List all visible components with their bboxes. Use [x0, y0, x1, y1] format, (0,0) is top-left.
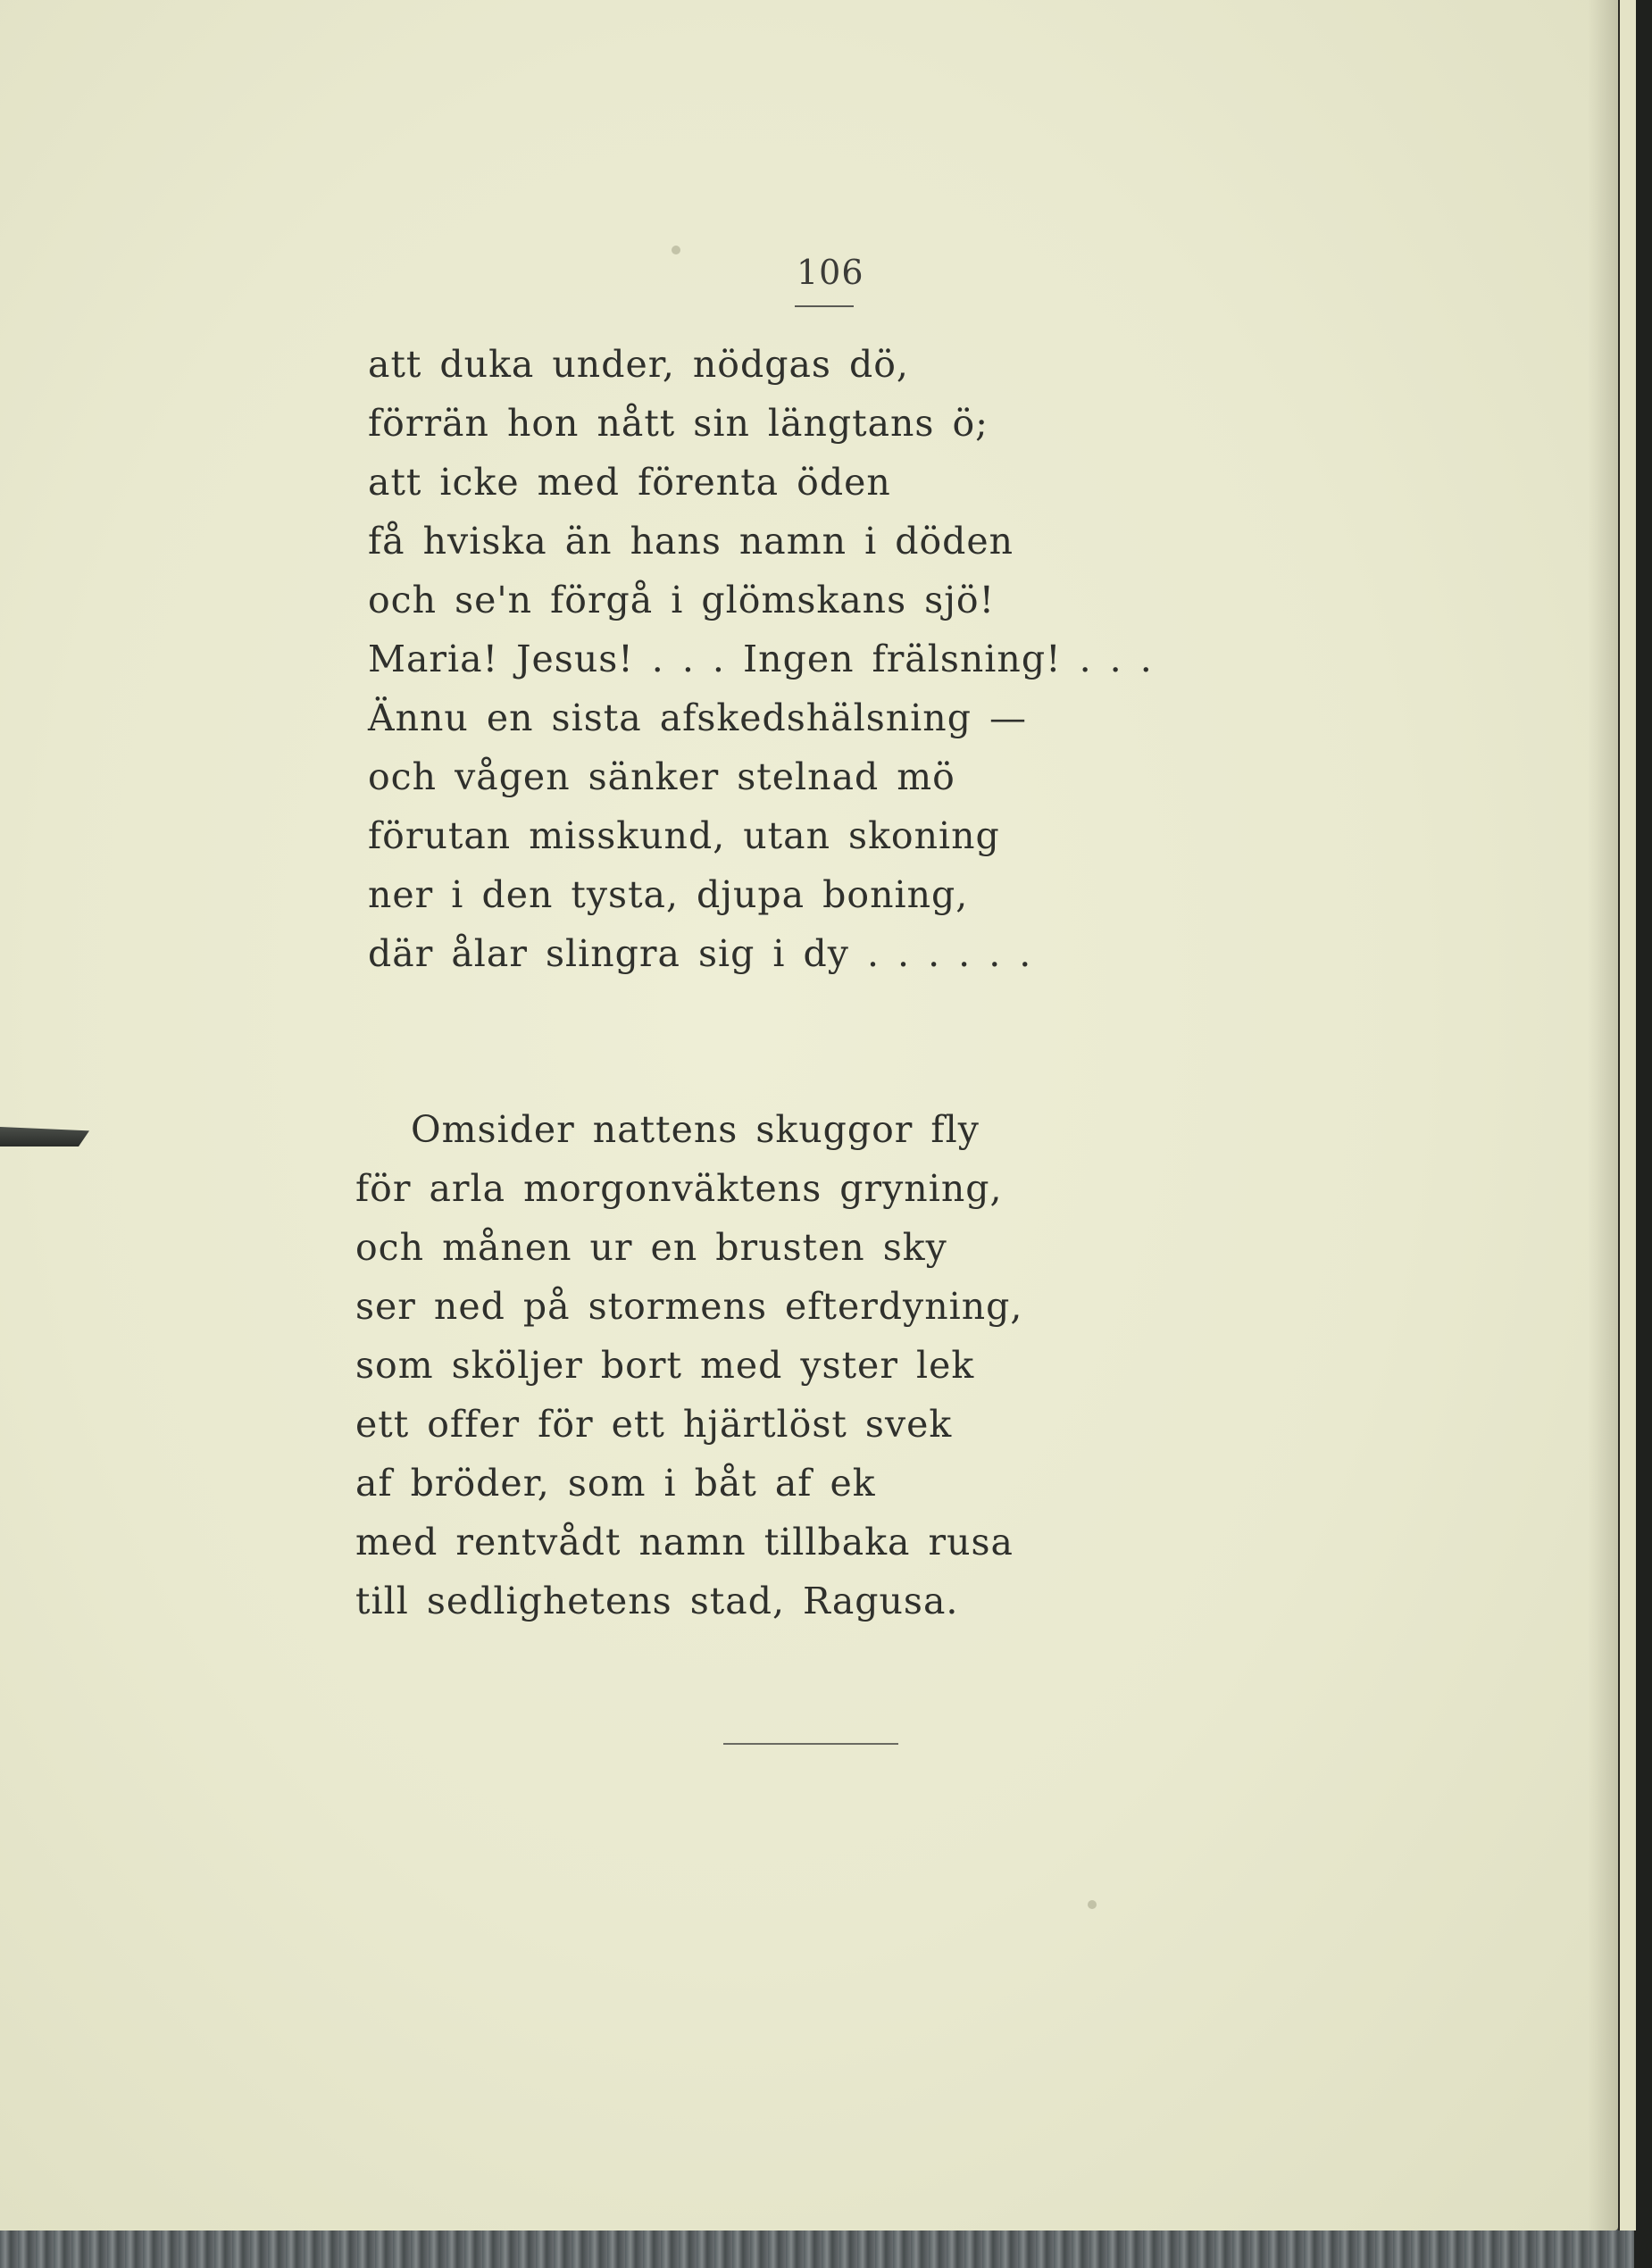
- verse-line: och vågen sänker stelnad mö: [368, 755, 955, 798]
- verse-line: till sedlighetens stad, Ragusa.: [355, 1580, 959, 1622]
- verse-line: för arla morgonväktens gryning,: [355, 1167, 1003, 1210]
- verse-line: och månen ur en brusten sky: [355, 1226, 947, 1269]
- verse-line: af bröder, som i båt af ek: [355, 1462, 876, 1505]
- verse-line: som sköljer bort med yster lek: [355, 1344, 975, 1387]
- page-shadow: [1588, 0, 1618, 2230]
- poem-stanza-2: [355, 1100, 1022, 1630]
- paper-speck: [672, 246, 680, 254]
- verse-line: Ännu en sista afskedshälsning —: [368, 696, 1027, 739]
- verse-line: förutan misskund, utan skoning: [368, 814, 1000, 857]
- verse-line: att icke med förenta öden: [368, 461, 891, 504]
- end-of-poem-rule: [723, 1743, 898, 1745]
- verse-line: ett offer för ett hjärtlöst svek: [355, 1403, 953, 1446]
- poem-stanza-1: [368, 335, 1153, 983]
- verse-line: där ålar slingra sig i dy . . . . . .: [368, 932, 1032, 975]
- facing-page-edge: [1618, 0, 1636, 2230]
- verse-line: Omsider nattens skuggor fly: [411, 1108, 980, 1151]
- verse-line: förrän hon nått sin längtans ö;: [368, 402, 989, 445]
- verse-line: ner i den tysta, djupa boning,: [368, 873, 969, 916]
- scan-right-edge: [1634, 0, 1652, 2268]
- verse-line: att duka under, nödgas dö,: [368, 343, 909, 386]
- page-number: 106: [797, 253, 864, 292]
- page-number-rule: [795, 305, 854, 307]
- verse-line: ser ned på stormens efterdyning,: [355, 1285, 1023, 1328]
- verse-line: och se'n förgå i glömskans sjö!: [368, 579, 996, 621]
- verse-line: med rentvådt namn tillbaka rusa: [355, 1521, 1014, 1563]
- verse-line: få hviska än hans namn i döden: [368, 520, 1014, 563]
- paper-speck: [1088, 1900, 1097, 1909]
- verse-line: Maria! Jesus! . . . Ingen frälsning! . . .: [368, 638, 1153, 680]
